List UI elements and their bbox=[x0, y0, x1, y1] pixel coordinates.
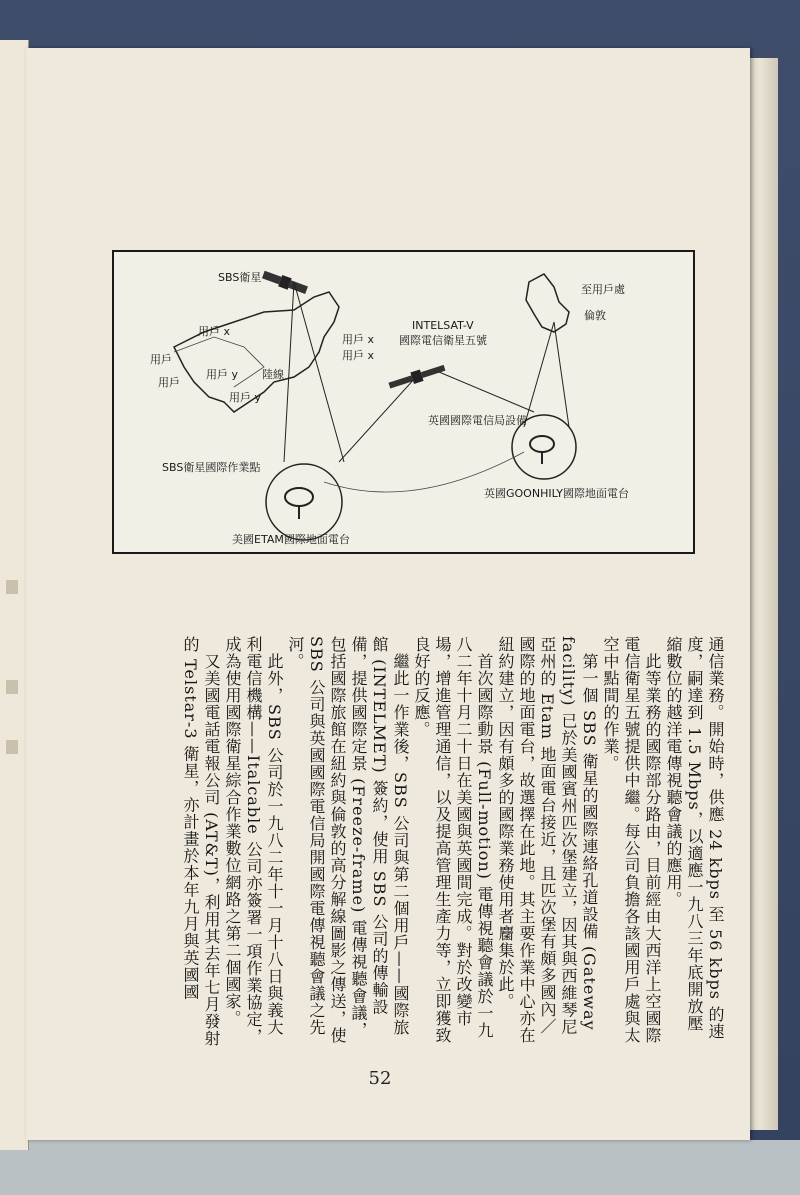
user-x-label: 用戶 x bbox=[342, 333, 375, 346]
intelsat-desc-label: 國際電信衛星五號 bbox=[399, 334, 487, 347]
land-line-label: 陸線 bbox=[262, 368, 284, 381]
paragraph: 第一個 SBS 衛星的國際連絡孔道設備 (Gateway facility) 已於美國賓州匹次堡建立，因其與西維琴尼亞州的 Etam 地面電台接近，且匹次堡有頗多國內／國際的地面電台，故選擇在此地。其主要作業中心亦在紐約建立，因有頗多的國際業務使用者麕集於此。 bbox=[496, 636, 599, 1044]
paragraph: 此外，SBS 公司於一九八二年十一月十八日與義大利電信機構——Italcable 公司亦簽署一項作業協定，成為使用國際衛星綜合作業數位網路之第二個國家。 bbox=[223, 636, 284, 1045]
dish-antenna-icon bbox=[530, 436, 554, 464]
paragraph: 繼此一作業後，SBS 公司與第二個用戶——國際旅館 (INTELMET) 簽約，使用 SBS 公司的傳輸設備，提供國際定景 (Freeze-frame) 電傳視聽會議，包括國際旅館在紐約與倫敦的高分解線圖影之傳送，使 SBS 公司與英國國際電信局開國際電傳視聽會議之先河。 bbox=[286, 636, 410, 1044]
body-text bbox=[86, 636, 726, 1048]
page-stack-edge bbox=[748, 58, 778, 1130]
page-number: 52 bbox=[368, 1068, 392, 1089]
previous-page-mark bbox=[6, 580, 18, 594]
user-y-label: 用戶 y bbox=[206, 368, 239, 381]
paragraph: 此等業務的國際部分路由，目前經由大西洋上空國際電信衛星五號提供中繼。每公司負擔各該國用戶處與太空中點間的作業。 bbox=[601, 636, 662, 1044]
user-label: 用戶 bbox=[150, 353, 172, 366]
to-users-label: 至用戶處 bbox=[581, 283, 625, 296]
user-x-label: 用戶 x bbox=[342, 349, 375, 362]
sbs-satellite-label: SBS衛星 bbox=[218, 271, 262, 284]
table-surface bbox=[0, 1140, 800, 1195]
uk-uplink-line bbox=[554, 322, 569, 427]
dish-antenna-icon bbox=[285, 488, 313, 519]
intelsat-link-line bbox=[439, 372, 534, 412]
paragraph: 通信業務。開始時，供應 24 kbps 至 56 kbps 的速度，嗣達到 1.5 Mbps，以適應一九八三年底開放壓縮數位的越洋電傳視聽會議的應用。 bbox=[664, 636, 725, 1041]
terrestrial-link-line bbox=[324, 452, 524, 492]
sbs-intl-station-label: SBS衛星國際作業點 bbox=[162, 461, 261, 474]
previous-page-mark bbox=[6, 680, 18, 694]
etam-station-circle bbox=[266, 464, 342, 540]
goonhily-label: 英國GOONHILY國際地面電台 bbox=[484, 487, 629, 500]
user-x-label: 用戶 x bbox=[198, 325, 231, 338]
satellite-network-diagram bbox=[112, 250, 695, 554]
intelsat-link-line bbox=[339, 377, 416, 462]
diagram-drawing bbox=[114, 252, 693, 552]
uk-gateway-label: 英國國際電信局設備 bbox=[428, 414, 527, 427]
intelsat-satellite-icon bbox=[388, 362, 447, 391]
sbs-satellite-icon bbox=[261, 269, 308, 296]
britain-map bbox=[526, 274, 569, 332]
previous-page-edge bbox=[0, 40, 29, 1150]
intelsat-name-label: INTELSAT-V bbox=[412, 319, 474, 332]
etam-label: 美國ETAM國際地面電台 bbox=[232, 533, 350, 546]
previous-page-mark bbox=[6, 740, 18, 754]
paragraph: 又美國電話電報公司 (AT&T)，利用其去年七月發射的 Telstar-3 衛星，亦計畫於本年九月與英國國 bbox=[181, 636, 221, 1047]
user-label: 用戶 bbox=[158, 376, 180, 389]
london-label: 倫敦 bbox=[584, 309, 606, 322]
user-y-label: 用戶 y bbox=[229, 391, 262, 404]
uk-uplink-line bbox=[524, 322, 554, 427]
paragraph: 首次國際動景 (Full-motion) 電傳視聽會議於一九八二年十月二十日在美國與英國間完成。對於改變市場，增進管理通信，以及提高管理生產力等，立即獲致良好的反應。 bbox=[412, 636, 494, 1044]
sbs-downlink-line bbox=[284, 282, 294, 462]
